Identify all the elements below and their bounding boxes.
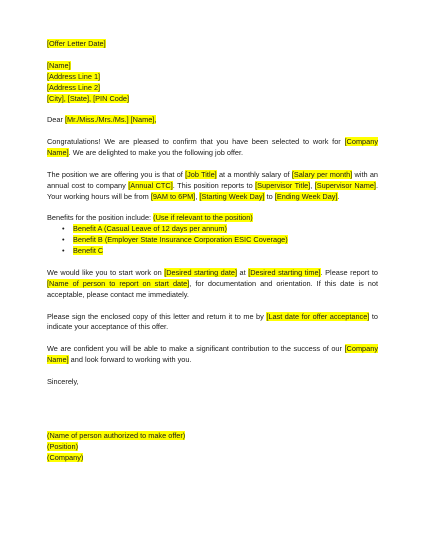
list-item: [62, 246, 378, 257]
p2-job-title: [Job Title]: [185, 169, 217, 179]
address-city-state-pin: [City], [State], [PIN Code]: [47, 93, 130, 103]
p3-text-1: We would like you to start work on: [47, 267, 165, 277]
confidence-paragraph: [47, 344, 378, 366]
p3-start-date: [Desired starting date]: [164, 267, 238, 277]
acceptance-paragraph: [47, 312, 378, 334]
list-item: [62, 235, 378, 246]
p3-report-to: [Name of person to report on start date]: [47, 278, 190, 288]
benefits-intro: [47, 213, 378, 224]
p3-text-4: , for documentation and orientation. If this date is not acceptable, please contact me immediately.: [47, 278, 378, 299]
p2-text-3: with an annual cost to company: [47, 169, 378, 190]
signature-block: [47, 431, 378, 464]
p2-text-9: .: [337, 191, 340, 201]
p2-text-1: The position we are offering you is that of: [47, 169, 186, 179]
closing: Sincerely,: [47, 376, 79, 386]
benefit-c: Benefit C: [73, 246, 104, 256]
p2-working-hours: [9AM to 6PM]: [150, 191, 196, 201]
congratulations-paragraph: [47, 137, 378, 159]
p4-text-2: to indicate your acceptance of this offer.: [47, 311, 378, 332]
p3-text-3: . Please report to: [320, 267, 378, 277]
p2-starting-week-day: [Starting Week Day]: [199, 191, 265, 201]
p3-start-time: [Desired starting time]: [248, 267, 321, 277]
signatory-name: (Name of person authorized to make offer): [47, 430, 186, 440]
p2-text-2: at a monthly salary of: [216, 169, 292, 179]
bullet-icon: •: [62, 235, 65, 245]
benefits-list: [47, 224, 378, 257]
list-item: [62, 224, 378, 235]
p4-last-date: [Last date for offer acceptance]: [266, 311, 370, 321]
p4-text-1: Please sign the enclosed copy of this letter and return it to me by: [47, 311, 267, 321]
signatory-company: (Company): [47, 452, 84, 462]
benefits-intro-text: Benefits for the position include:: [47, 213, 154, 223]
p1-text-1: Congratulations! We are pleased to confirm that you have been selected to work for: [47, 137, 345, 147]
salutation: [47, 115, 378, 126]
p5-text-2: and look forward to working with you.: [68, 355, 192, 365]
p2-text-4: . This position reports to: [172, 180, 256, 190]
p2-supervisor-name: [Supervisor Name]: [314, 180, 376, 190]
offer-letter: [47, 39, 378, 464]
bullet-icon: •: [62, 246, 65, 256]
p2-supervisor-title: [Supervisor Title]: [255, 180, 311, 190]
benefits-section: [47, 213, 378, 257]
salutation-prefix: Dear: [47, 115, 65, 125]
benefit-b: Benefit B (Employer State Insurance Corporation ESIC Coverage): [73, 235, 288, 245]
p2-text-8: to: [264, 191, 275, 201]
signatory-position: (Position): [47, 441, 79, 451]
p1-text-2: . We are delighted to make you the following job offer.: [68, 148, 244, 158]
position-paragraph: [47, 170, 378, 203]
p2-text-5: ,: [310, 180, 315, 190]
benefits-note: (Use if relevant to the position): [153, 213, 253, 223]
recipient-address: [47, 61, 378, 105]
p2-text-7: ,: [195, 191, 200, 201]
letter-date: [47, 39, 378, 50]
p1-company-name: [Company Name]: [47, 137, 378, 158]
benefit-a: Benefit A (Casual Leave of 12 days per annum): [73, 224, 227, 234]
bullet-icon: •: [62, 224, 65, 234]
p5-text-1: We are confident you will be able to make a significant contribution to the success of our: [47, 344, 345, 354]
p3-text-2: at: [237, 267, 249, 277]
salutation-name: [Mr./Miss./Mrs./Ms.] [Name],: [64, 115, 157, 125]
p2-ending-week-day: [Ending Week Day]: [274, 191, 338, 201]
p2-text-6: . Your working hours will be from: [47, 180, 378, 201]
address-line-1: [Address Line 1]: [47, 71, 101, 81]
p2-annual-ctc: [Annual CTC]: [128, 180, 173, 190]
address-name: [Name]: [47, 60, 71, 70]
date-placeholder: [Offer Letter Date]: [47, 39, 106, 48]
address-line-2: [Address Line 2]: [47, 82, 101, 92]
p2-salary: [Salary per month]: [291, 169, 353, 179]
start-work-paragraph: [47, 268, 378, 301]
p5-company-name: [Company Name]: [47, 344, 378, 365]
